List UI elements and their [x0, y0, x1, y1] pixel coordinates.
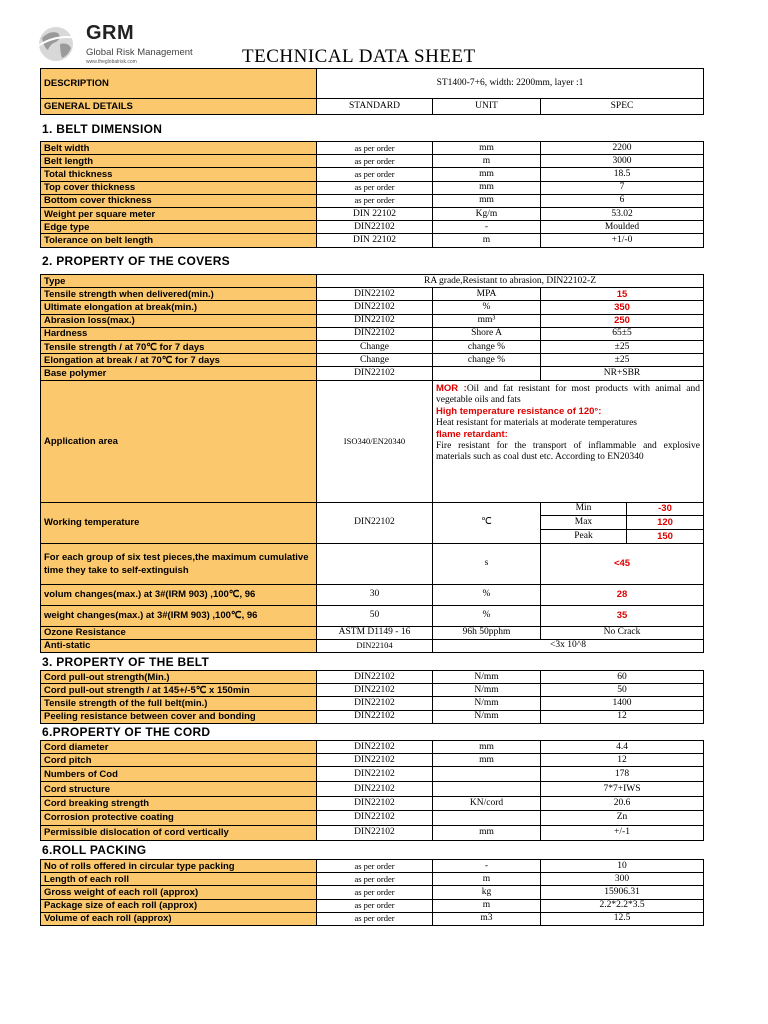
- table-row: [41, 754, 704, 767]
- weight-change-spec: 35: [541, 605, 704, 626]
- volume-change-unit: %: [433, 584, 541, 605]
- table-row: [41, 899, 704, 912]
- roll-packing-table: [40, 859, 704, 926]
- row-unit: mm: [433, 754, 541, 767]
- row-spec: 300: [541, 873, 704, 886]
- row-spec: 12.5: [541, 912, 704, 925]
- row-unit: m: [433, 899, 541, 912]
- row-spec: 350: [541, 301, 704, 314]
- row-label: Belt width: [41, 142, 317, 155]
- row-unit: KN/cord: [433, 797, 541, 810]
- table-row: [41, 288, 704, 301]
- table-row: [41, 168, 704, 181]
- row-standard: as per order: [317, 899, 433, 912]
- row-standard: as per order: [317, 194, 433, 207]
- logo-subtitle: Global Risk Management: [86, 47, 193, 58]
- header-spec: SPEC: [541, 99, 704, 115]
- row-label: Tensile strength / at 70℃ for 7 days: [41, 340, 317, 353]
- row-spec: 250: [541, 314, 704, 327]
- row-unit: mm: [433, 194, 541, 207]
- row-standard: DIN22102: [317, 288, 433, 301]
- table-row: [41, 142, 704, 155]
- peak-value: 150: [657, 530, 673, 542]
- row-label: Top cover thickness: [41, 181, 317, 194]
- row-unit: Shore A: [433, 327, 541, 340]
- application-area-standard: ISO340/EN20340: [317, 380, 433, 502]
- row-spec: 6: [541, 194, 704, 207]
- weight-change-standard: 50: [317, 605, 433, 626]
- row-standard: DIN22102: [317, 327, 433, 340]
- self-extinguish-unit: s: [433, 543, 541, 584]
- row-label: Gross weight of each roll (approx): [41, 886, 317, 899]
- anti-static-spec: <3x 10^8: [433, 639, 704, 652]
- row-label: Peeling resistance between cover and bonding: [41, 710, 317, 723]
- table-row: [41, 810, 704, 825]
- table-row: [41, 340, 704, 353]
- row-standard: DIN22102: [317, 754, 433, 767]
- row-spec: 15906.31: [541, 886, 704, 899]
- row-unit: mm: [433, 825, 541, 840]
- row-label: Volume of each roll (approx): [41, 912, 317, 925]
- row-spec: 12: [541, 710, 704, 723]
- table-row: [41, 207, 704, 220]
- table-row: [41, 782, 704, 797]
- type-label: Type: [41, 275, 317, 288]
- row-standard: DIN22102: [317, 825, 433, 840]
- description-table: [40, 68, 704, 115]
- row-spec: 178: [541, 767, 704, 782]
- table-row: [41, 301, 704, 314]
- peak-label: Peak: [541, 529, 626, 542]
- row-unit: -: [433, 860, 541, 873]
- row-spec: 12: [541, 754, 704, 767]
- row-standard: DIN22102: [317, 314, 433, 327]
- row-label: Elongation at break / at 70℃ for 7 days: [41, 354, 317, 367]
- high-temp-label: High temperature resistance of 120°:: [436, 405, 602, 417]
- working-temperature-label: Working temperature: [41, 502, 317, 543]
- table-row: [41, 155, 704, 168]
- row-standard: as per order: [317, 181, 433, 194]
- mor-label: MOR :: [436, 382, 467, 394]
- row-label: Cord pull-out strength(Min.): [41, 671, 317, 684]
- description-value: ST1400-7+6, width: 2200mm, layer :1: [317, 69, 704, 99]
- row-label: Base polymer: [41, 367, 317, 380]
- section-title-covers: 2. PROPERTY OF THE COVERS: [42, 254, 230, 268]
- section-title-roll-packing: 6.ROLL PACKING: [42, 843, 147, 857]
- ozone-label: Ozone Resistance: [41, 626, 317, 639]
- table-row: [41, 327, 704, 340]
- high-temp-text: Heat resistant for materials at moderate temperatures: [436, 417, 637, 428]
- ozone-standard: ASTM D1149 - 16: [317, 626, 433, 639]
- cord-property-table: [40, 740, 704, 841]
- row-unit: MPA: [433, 288, 541, 301]
- row-unit: change %: [433, 354, 541, 367]
- ozone-spec: No Crack: [541, 626, 704, 639]
- row-unit: -: [433, 221, 541, 234]
- self-extinguish-spec: <45: [541, 543, 704, 584]
- row-standard: DIN22102: [317, 767, 433, 782]
- row-spec: 20.6: [541, 797, 704, 810]
- anti-static-standard: DIN22104: [317, 639, 433, 652]
- weight-change-unit: %: [433, 605, 541, 626]
- table-row: [41, 741, 704, 754]
- row-unit: N/mm: [433, 684, 541, 697]
- row-label: No of rolls offered in circular type packing: [41, 860, 317, 873]
- row-label: Tensile strength of the full belt(min.): [41, 697, 317, 710]
- section-title-belt-dimension: 1. BELT DIMENSION: [42, 122, 163, 136]
- volume-change-spec: 28: [541, 584, 704, 605]
- row-label: Tensile strength when delivered(min.): [41, 288, 317, 301]
- row-standard: DIN22102: [317, 710, 433, 723]
- row-unit: mm: [433, 181, 541, 194]
- row-unit: mm³: [433, 314, 541, 327]
- row-unit: N/mm: [433, 710, 541, 723]
- row-unit: m: [433, 234, 541, 247]
- logo-name: GRM: [86, 22, 135, 44]
- row-unit: m: [433, 155, 541, 168]
- ozone-unit: 96h 50pphm: [433, 626, 541, 639]
- row-standard: DIN 22102: [317, 207, 433, 220]
- row-standard: Change: [317, 340, 433, 353]
- row-standard: DIN22102: [317, 810, 433, 825]
- row-standard: as per order: [317, 873, 433, 886]
- row-spec: 1400: [541, 697, 704, 710]
- mor-text: Oil and fat resistant for most products with animal and vegetable oils and fats: [436, 383, 701, 405]
- section-title-cord: 6.PROPERTY OF THE CORD: [42, 725, 211, 739]
- belt-dimension-table: [40, 141, 704, 248]
- row-unit: [433, 810, 541, 825]
- type-value: RA grade,Resistant to abrasion, DIN22102-Z: [317, 275, 704, 288]
- row-label: Edge type: [41, 221, 317, 234]
- row-spec: +/-1: [541, 825, 704, 840]
- row-spec: Moulded: [541, 221, 704, 234]
- header-standard: STANDARD: [317, 99, 433, 115]
- row-label: Abrasion loss(max.): [41, 314, 317, 327]
- row-standard: as per order: [317, 860, 433, 873]
- table-row: [41, 221, 704, 234]
- table-row: [41, 886, 704, 899]
- table-row: [41, 797, 704, 810]
- belt-property-table: [40, 670, 704, 724]
- row-spec: 15: [541, 288, 704, 301]
- self-extinguish-label: For each group of six test pieces,the maximum cumulative time they take to self-extinguish: [41, 543, 317, 584]
- row-unit: N/mm: [433, 697, 541, 710]
- self-extinguish-standard: [317, 543, 433, 584]
- min-label: Min: [541, 503, 626, 516]
- row-standard: as per order: [317, 155, 433, 168]
- row-unit: m: [433, 873, 541, 886]
- row-standard: as per order: [317, 142, 433, 155]
- row-standard: DIN22102: [317, 301, 433, 314]
- weight-change-label: weight changes(max.) at 3#(IRM 903) ,100℃, 96: [41, 605, 317, 626]
- table-row: [41, 314, 704, 327]
- row-label: Tolerance on belt length: [41, 234, 317, 247]
- volume-change-label: volum changes(max.) at 3#(IRM 903) ,100℃, 96: [41, 584, 317, 605]
- row-label: Hardness: [41, 327, 317, 340]
- row-unit: mm: [433, 741, 541, 754]
- general-details-label: GENERAL DETAILS: [41, 99, 317, 115]
- row-label: Cord structure: [41, 782, 317, 797]
- row-label: Total thickness: [41, 168, 317, 181]
- row-label: Length of each roll: [41, 873, 317, 886]
- row-unit: mm: [433, 168, 541, 181]
- row-standard: DIN22102: [317, 367, 433, 380]
- row-standard: DIN22102: [317, 671, 433, 684]
- row-label: Bottom cover thickness: [41, 194, 317, 207]
- application-area-label: Application area: [41, 380, 317, 502]
- row-unit: N/mm: [433, 671, 541, 684]
- row-standard: DIN22102: [317, 782, 433, 797]
- row-standard: DIN22102: [317, 684, 433, 697]
- row-standard: DIN22102: [317, 741, 433, 754]
- row-unit: mm: [433, 142, 541, 155]
- table-row: [41, 671, 704, 684]
- row-standard: as per order: [317, 912, 433, 925]
- row-spec: 2200: [541, 142, 704, 155]
- row-spec: 53.02: [541, 207, 704, 220]
- row-label: Weight per square meter: [41, 207, 317, 220]
- row-spec: 18.5: [541, 168, 704, 181]
- row-label: Numbers of Cod: [41, 767, 317, 782]
- row-unit: [433, 782, 541, 797]
- row-spec: +1/-0: [541, 234, 704, 247]
- row-label: Cord pull-out strength / at 145+/-5℃ x 150min: [41, 684, 317, 697]
- row-spec: 7: [541, 181, 704, 194]
- row-standard: DIN22102: [317, 221, 433, 234]
- row-label: Ultimate elongation at break(min.): [41, 301, 317, 314]
- row-standard: as per order: [317, 886, 433, 899]
- row-spec: ±25: [541, 340, 704, 353]
- table-row: [41, 354, 704, 367]
- page-title: TECHNICAL DATA SHEET: [242, 46, 476, 67]
- row-standard: as per order: [317, 168, 433, 181]
- row-unit: change %: [433, 340, 541, 353]
- row-standard: DIN 22102: [317, 234, 433, 247]
- row-label: Cord breaking strength: [41, 797, 317, 810]
- row-spec: 7*7+IWS: [541, 782, 704, 797]
- logo-url: www.theglobalrisk.com: [86, 59, 137, 65]
- row-label: Package size of each roll (approx): [41, 899, 317, 912]
- row-spec: 50: [541, 684, 704, 697]
- table-row: [41, 194, 704, 207]
- table-row: [41, 367, 704, 380]
- max-label: Max: [541, 516, 626, 530]
- section-title-belt: 3. PROPERTY OF THE BELT: [42, 655, 210, 669]
- row-spec: ±25: [541, 354, 704, 367]
- anti-static-label: Anti-static: [41, 639, 317, 652]
- application-area-text: [433, 380, 704, 502]
- working-temperature-values: [541, 502, 704, 543]
- row-label: Permissible dislocation of cord vertically: [41, 825, 317, 840]
- row-standard: DIN22102: [317, 797, 433, 810]
- row-spec: 2.2*2.2*3.5: [541, 899, 704, 912]
- row-unit: kg: [433, 886, 541, 899]
- row-unit: m3: [433, 912, 541, 925]
- table-row: [41, 860, 704, 873]
- row-standard: DIN22102: [317, 697, 433, 710]
- row-spec: Zn: [541, 810, 704, 825]
- flame-text: Fire resistant for the transport of inflammable and explosive materials such as coal dust etc. According to EN20340: [436, 440, 701, 462]
- row-spec: 3000: [541, 155, 704, 168]
- row-spec: 10: [541, 860, 704, 873]
- covers-table: [40, 274, 704, 653]
- table-row: [41, 181, 704, 194]
- header-unit: UNIT: [433, 99, 541, 115]
- row-label: Cord diameter: [41, 741, 317, 754]
- working-temperature-unit: ℃: [433, 502, 541, 543]
- table-row: [41, 234, 704, 247]
- row-spec: NR+SBR: [541, 367, 704, 380]
- table-row: [41, 873, 704, 886]
- row-unit: %: [433, 301, 541, 314]
- row-label: Belt length: [41, 155, 317, 168]
- row-spec: 65±5: [541, 327, 704, 340]
- globe-icon: [36, 24, 80, 64]
- table-row: [41, 697, 704, 710]
- row-spec: 60: [541, 671, 704, 684]
- temperature-subtable: [541, 503, 703, 543]
- table-row: [41, 912, 704, 925]
- flame-label: flame retardant:: [436, 428, 508, 440]
- min-value: -30: [626, 503, 703, 516]
- table-row: [41, 710, 704, 723]
- working-temperature-standard: DIN22102: [317, 502, 433, 543]
- row-unit: Kg/m: [433, 207, 541, 220]
- table-row: [41, 767, 704, 782]
- row-unit: [433, 367, 541, 380]
- max-value: 120: [626, 516, 703, 530]
- description-label: DESCRIPTION: [41, 69, 317, 99]
- table-row: [41, 684, 704, 697]
- row-label: Cord pitch: [41, 754, 317, 767]
- table-row: [41, 825, 704, 840]
- row-label: Corrosion protective coating: [41, 810, 317, 825]
- volume-change-standard: 30: [317, 584, 433, 605]
- row-spec: 4.4: [541, 741, 704, 754]
- row-unit: [433, 767, 541, 782]
- company-logo: [36, 22, 216, 68]
- row-standard: Change: [317, 354, 433, 367]
